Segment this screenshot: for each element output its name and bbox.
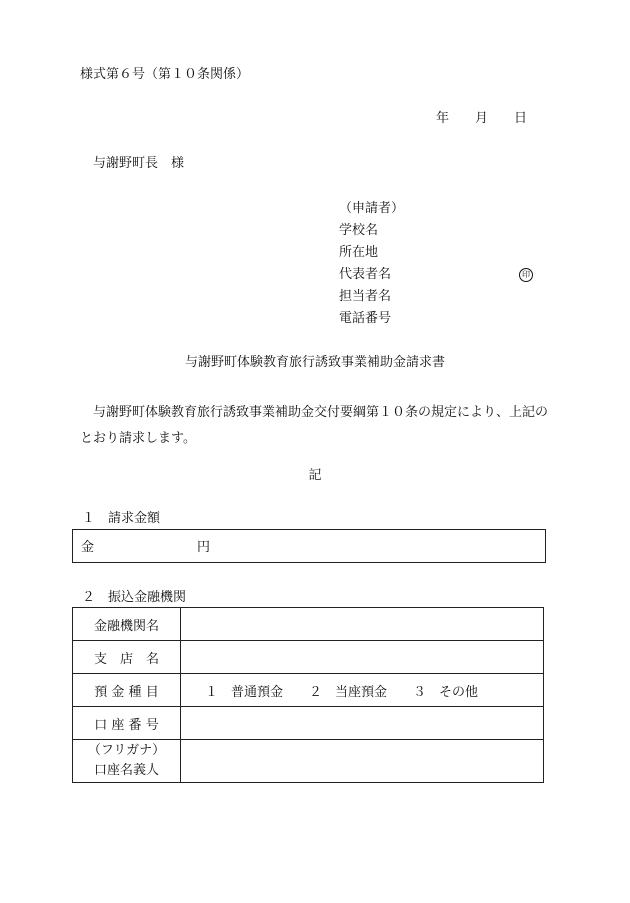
account-number-label: 口 座 番 号 [73,707,181,740]
date-year-label: 年 [436,111,450,126]
bank-name-field[interactable] [181,608,544,641]
branch-name-label: 支 店 名 [73,641,181,674]
account-holder-name-label: 口座名義人 [93,763,159,778]
table-row [73,740,544,783]
form-number: 様式第６号（第１０条関係） [80,67,250,82]
ki-heading: 記 [308,468,322,483]
amount-unit-label: 円 [197,540,211,555]
amount-prefix-label: 金 [81,540,95,555]
account-holder-label-cell [73,740,181,783]
addressee: 与謝野町長 様 [93,156,185,171]
applicant-school-name-label: 学校名 [339,223,379,238]
document-title: 与謝野町体験教育旅行誘致事業補助金請求書 [184,355,445,370]
table-row [73,641,544,674]
branch-name-field[interactable] [181,641,544,674]
bank-info-table [72,607,544,783]
account-type-label: 預 金 種 目 [73,674,181,707]
request-body-text: 与謝野町体験教育旅行誘致事業補助金交付要綱第１０条の規定により、上記のとおり請求します。 [80,405,549,446]
table-row [73,707,544,740]
applicant-heading: （申請者） [339,201,405,216]
seal-mark-icon: 印 [519,268,533,282]
account-number-field[interactable] [181,707,544,740]
section-bank-title: ２ 振込金融機関 [82,590,187,605]
table-row [73,608,544,641]
account-holder-kana-label: （フリガナ） [87,743,166,758]
date-month-label: 月 [475,111,489,126]
account-type-option-checking[interactable]: ２ 当座預金 [309,684,388,700]
account-type-options [181,674,544,707]
bank-name-label: 金融機関名 [73,608,181,641]
date-day-label: 日 [514,111,528,126]
request-amount-field[interactable] [72,529,546,563]
account-holder-field[interactable] [181,740,544,783]
applicant-phone-label: 電話番号 [339,311,392,326]
account-type-option-ordinary[interactable]: １ 普通預金 [205,684,284,700]
applicant-representative-label: 代表者名 [339,267,392,282]
applicant-address-label: 所在地 [339,245,379,260]
account-type-option-other[interactable]: ３ その他 [413,684,479,700]
table-row [73,674,544,707]
section-request-amount-title: １ 請求金額 [82,511,161,526]
applicant-contact-person-label: 担当者名 [339,289,392,304]
